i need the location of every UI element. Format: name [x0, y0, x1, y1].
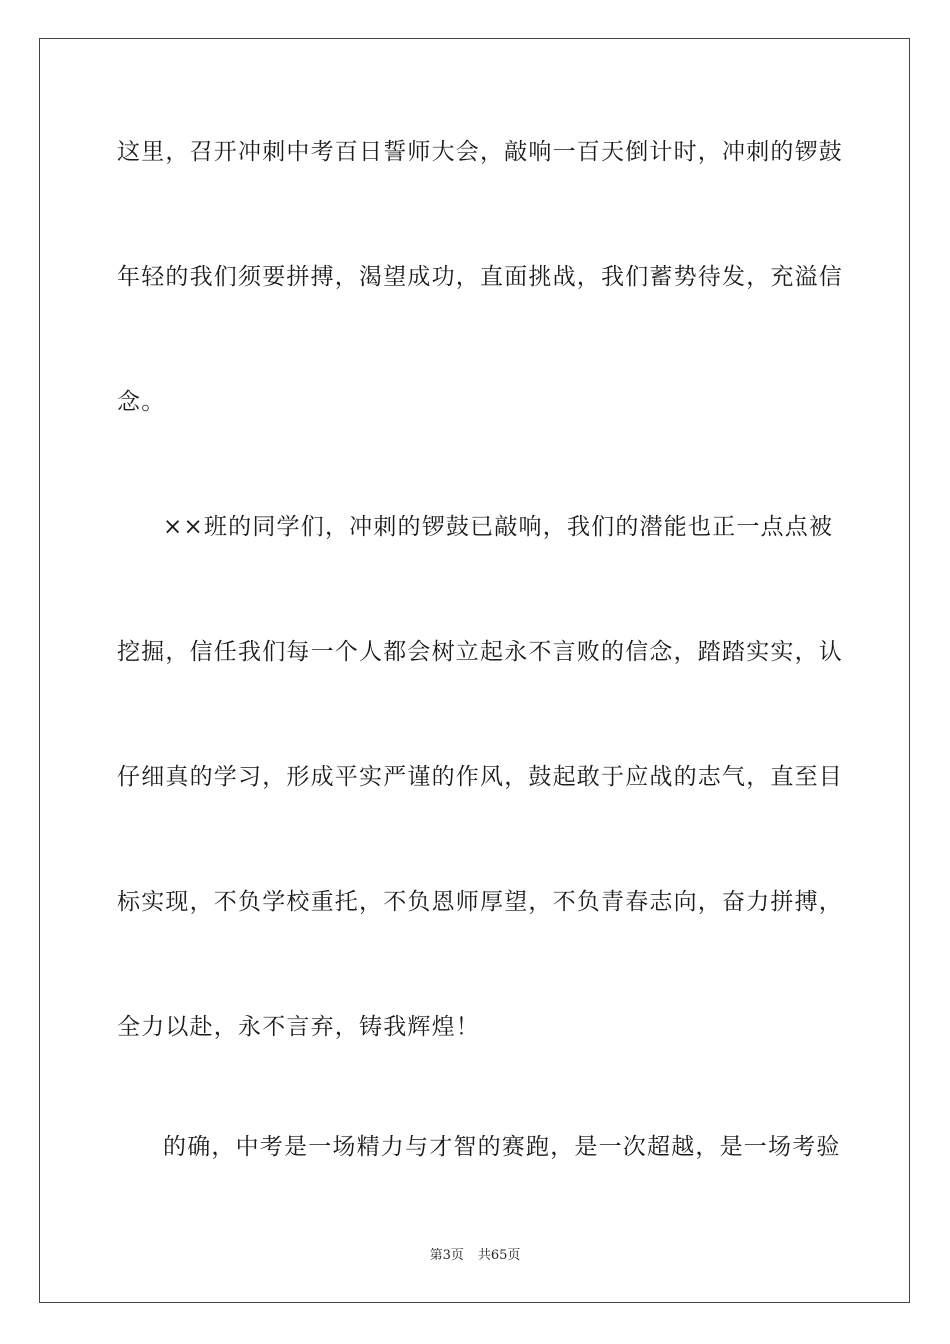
page-total: 共65页 [477, 1248, 521, 1263]
page-footer [0, 1247, 950, 1265]
page-number: 第3页 [429, 1248, 464, 1263]
text-line-6: 仔细真的学习，形成平实严谨的作风，鼓起敢于应战的志气，直至目 [117, 764, 843, 790]
text-line-8: 全力以赴，永不言弃，铸我辉煌！ [117, 1014, 480, 1040]
text-line-4: ××班的同学们，冲刺的锣鼓已敲响，我们的潜能也正一点点被 [163, 514, 834, 540]
text-line-7: 标实现，不负学校重托，不负恩师厚望，不负青春志向，奋力拼搏， [117, 889, 843, 915]
text-line-9: 的确，中考是一场精力与才智的赛跑，是一次超越，是一场考验 [163, 1134, 841, 1160]
text-line-1: 这里，召开冲刺中考百日誓师大会，敲响一百天倒计时，冲刺的锣鼓 [117, 139, 843, 165]
text-line-3: 念。 [117, 389, 166, 415]
text-line-2: 年轻的我们须要拼搏，渴望成功，直面挑战，我们蓄势待发，充溢信 [117, 264, 843, 290]
text-line-5: 挖掘，信任我们每一个人都会树立起永不言败的信念，踏踏实实，认 [117, 639, 843, 665]
page-border [39, 38, 910, 1303]
